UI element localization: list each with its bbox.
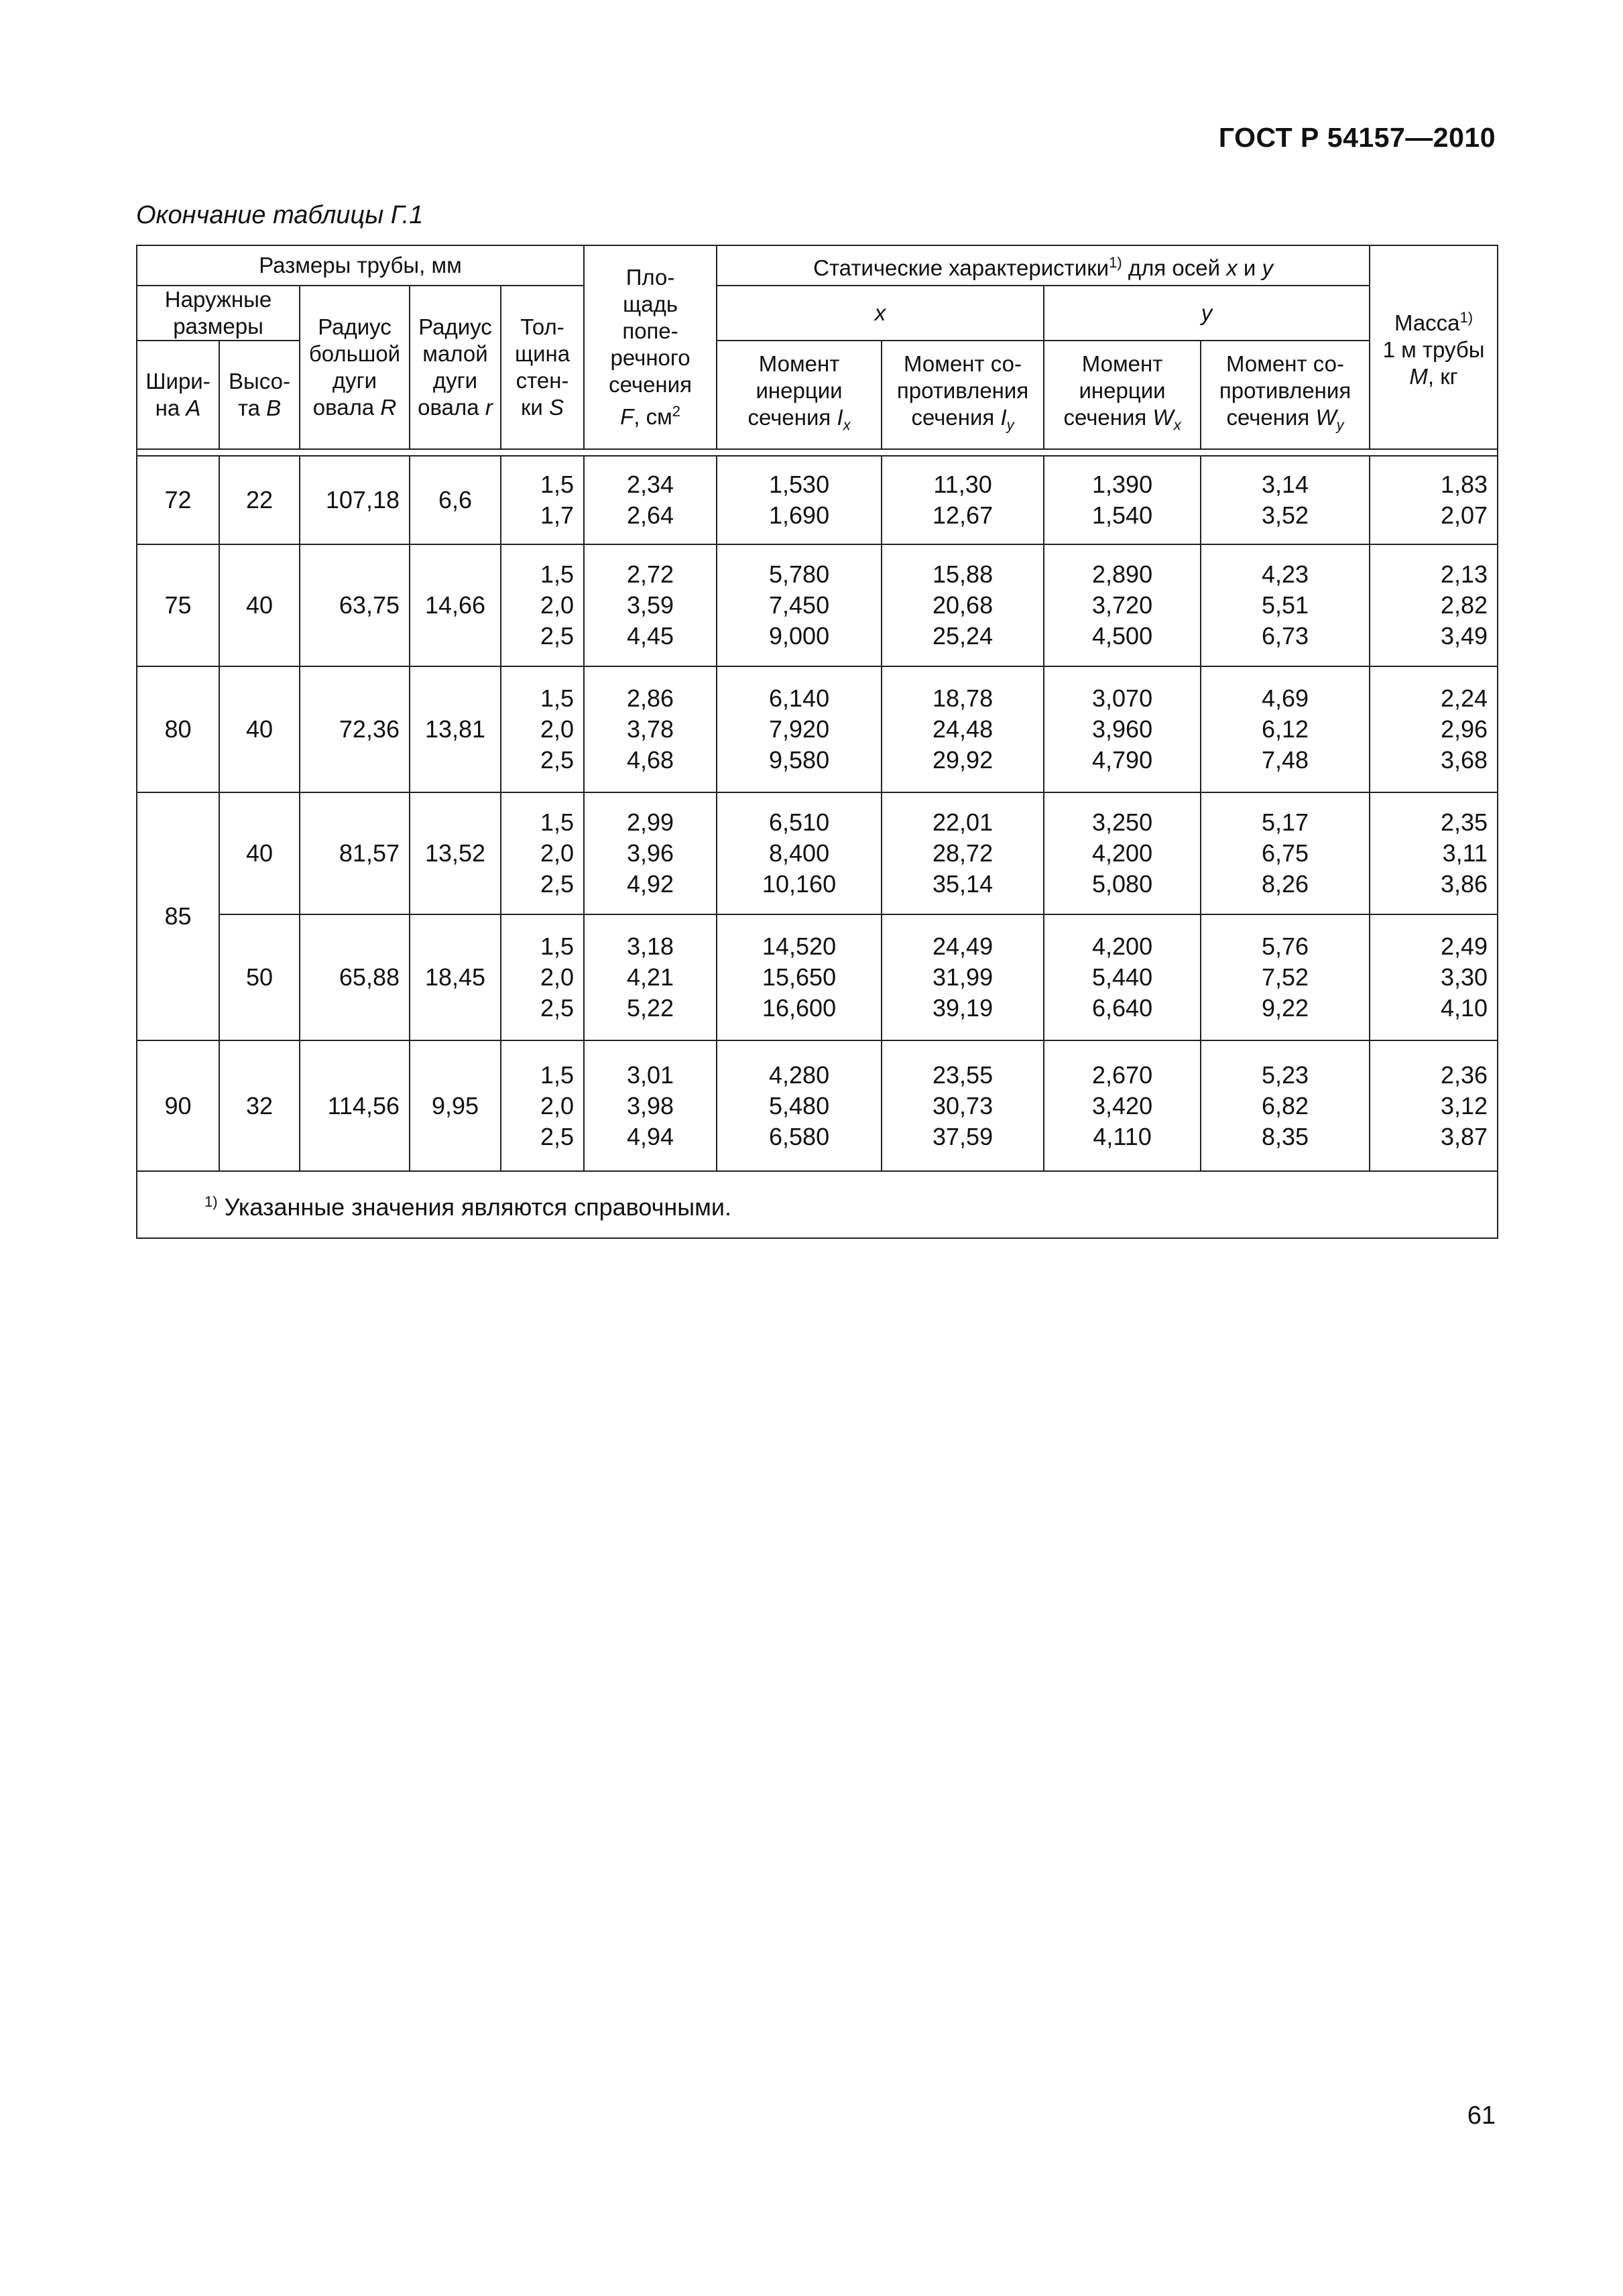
cell-area: 2,99 3,96 4,92 (584, 792, 717, 914)
header-moment-resist-x: Момент со- противления сечения $I_y$ (882, 341, 1044, 449)
cell-iy: 22,01 28,72 35,14 (882, 792, 1044, 914)
header-big-radius: Радиус большой дуги овала R (300, 286, 410, 449)
cell-ix: 1,530 1,690 (717, 456, 882, 544)
header-moment-resist-y: Момент со- противления сечения $W_y$ (1201, 341, 1370, 449)
cell-big-radius: 65,88 (300, 914, 410, 1040)
cell-small-radius: 13,52 (410, 792, 501, 914)
cell-wall: 1,5 1,7 (501, 456, 584, 544)
cell-ix: 4,280 5,480 6,580 (717, 1040, 882, 1171)
cell-area: 2,34 2,64 (584, 456, 717, 544)
header-moment-inertia-y: Момент инерции сечения $W_x$ (1044, 341, 1201, 449)
header-height: Высо- та B (219, 341, 300, 449)
cell-wy: 4,23 5,51 6,73 (1201, 544, 1370, 666)
table-row (137, 792, 1498, 914)
cell-height: 22 (219, 456, 300, 544)
table-row (137, 544, 1498, 666)
cell-wx: 2,890 3,720 4,500 (1044, 544, 1201, 666)
cell-wy: 3,14 3,52 (1201, 456, 1370, 544)
cell-iy: 11,30 12,67 (882, 456, 1044, 544)
header-width: Шири- на A (137, 341, 219, 449)
cell-small-radius: 9,95 (410, 1040, 501, 1171)
cell-mass: 2,35 3,11 3,86 (1370, 792, 1498, 914)
cell-height: 50 (219, 914, 300, 1040)
cell-iy: 18,78 24,48 29,92 (882, 666, 1044, 792)
cell-mass: 2,24 2,96 3,68 (1370, 666, 1498, 792)
cell-wy: 5,76 7,52 9,22 (1201, 914, 1370, 1040)
cell-big-radius: 81,57 (300, 792, 410, 914)
cell-small-radius: 13,81 (410, 666, 501, 792)
table-row (137, 456, 1498, 544)
cell-height: 40 (219, 544, 300, 666)
cell-iy: 15,88 20,68 25,24 (882, 544, 1044, 666)
cell-wx: 3,250 4,200 5,080 (1044, 792, 1201, 914)
cell-wall: 1,5 2,0 2,5 (501, 792, 584, 914)
cell-area: 2,72 3,59 4,45 (584, 544, 717, 666)
header-static: Статические характеристики$^{1)}$ для осей x и y (717, 245, 1370, 286)
cell-big-radius: 114,56 (300, 1040, 410, 1171)
table-row (137, 666, 1498, 792)
cell-width: 72 (137, 456, 219, 544)
cell-height: 40 (219, 666, 300, 792)
cell-wall: 1,5 2,0 2,5 (501, 914, 584, 1040)
cell-wall: 1,5 2,0 2,5 (501, 666, 584, 792)
cell-wall: 1,5 2,0 2,5 (501, 544, 584, 666)
cell-ix: 6,140 7,920 9,580 (717, 666, 882, 792)
cell-wx: 1,390 1,540 (1044, 456, 1201, 544)
header-moment-inertia-x: Момент инерции сечения $I_x$ (717, 341, 882, 449)
cell-mass: 2,13 2,82 3,49 (1370, 544, 1498, 666)
cell-mass: 1,83 2,07 (1370, 456, 1498, 544)
cell-small-radius: 14,66 (410, 544, 501, 666)
table-row (137, 1040, 1498, 1171)
header-pipe-sizes: Размеры трубы, мм (137, 245, 584, 286)
cell-wx: 4,200 5,440 6,640 (1044, 914, 1201, 1040)
cell-width: 90 (137, 1040, 219, 1171)
cell-iy: 24,49 31,99 39,19 (882, 914, 1044, 1040)
cell-iy: 23,55 30,73 37,59 (882, 1040, 1044, 1171)
cell-small-radius: 18,45 (410, 914, 501, 1040)
table-caption: Окончание таблицы Г.1 (136, 201, 424, 229)
cell-height: 40 (219, 792, 300, 914)
cell-width: 75 (137, 544, 219, 666)
header-wall: Тол- щина стен- ки S (501, 286, 584, 449)
cell-ix: 5,780 7,450 9,000 (717, 544, 882, 666)
header-axis-y: y (1044, 286, 1370, 341)
cell-big-radius: 107,18 (300, 456, 410, 544)
cell-mass: 2,36 3,12 3,87 (1370, 1040, 1498, 1171)
footnote-row (137, 1171, 1498, 1238)
cell-area: 3,18 4,21 5,22 (584, 914, 717, 1040)
cell-wy: 5,23 6,82 8,35 (1201, 1040, 1370, 1171)
cell-wx: 2,670 3,420 4,110 (1044, 1040, 1201, 1171)
cell-big-radius: 63,75 (300, 544, 410, 666)
cell-width: 85 (137, 792, 219, 1040)
cell-wx: 3,070 3,960 4,790 (1044, 666, 1201, 792)
header-separator (137, 449, 1498, 456)
header-mass: Масса$^{1)}$ 1 м трубы M, кг (1370, 245, 1498, 449)
pipe-properties-table (136, 245, 1498, 1239)
document-code: ГОСТ Р 54157—2010 (1218, 122, 1496, 153)
cell-area: 2,86 3,78 4,68 (584, 666, 717, 792)
header-axis-x: x (717, 286, 1044, 341)
cell-big-radius: 72,36 (300, 666, 410, 792)
header-outer-sizes: Наружные размеры (137, 286, 300, 341)
cell-width: 80 (137, 666, 219, 792)
header-area: Пло- щадь попе- речного сечения F, $см^2$ (584, 245, 717, 449)
cell-wy: 5,17 6,75 8,26 (1201, 792, 1370, 914)
cell-wall: 1,5 2,0 2,5 (501, 1040, 584, 1171)
table-row (137, 914, 1498, 1040)
cell-mass: 2,49 3,30 4,10 (1370, 914, 1498, 1040)
header-small-radius: Радиус малой дуги овала r (410, 286, 501, 449)
cell-area: 3,01 3,98 4,94 (584, 1040, 717, 1171)
footnote: $^{1)}$ Указанные значения являются справочными. (137, 1171, 1498, 1238)
cell-ix: 14,520 15,650 16,600 (717, 914, 882, 1040)
cell-wy: 4,69 6,12 7,48 (1201, 666, 1370, 792)
cell-ix: 6,510 8,400 10,160 (717, 792, 882, 914)
cell-height: 32 (219, 1040, 300, 1171)
page-number: 61 (1467, 2102, 1496, 2130)
cell-small-radius: 6,6 (410, 456, 501, 544)
